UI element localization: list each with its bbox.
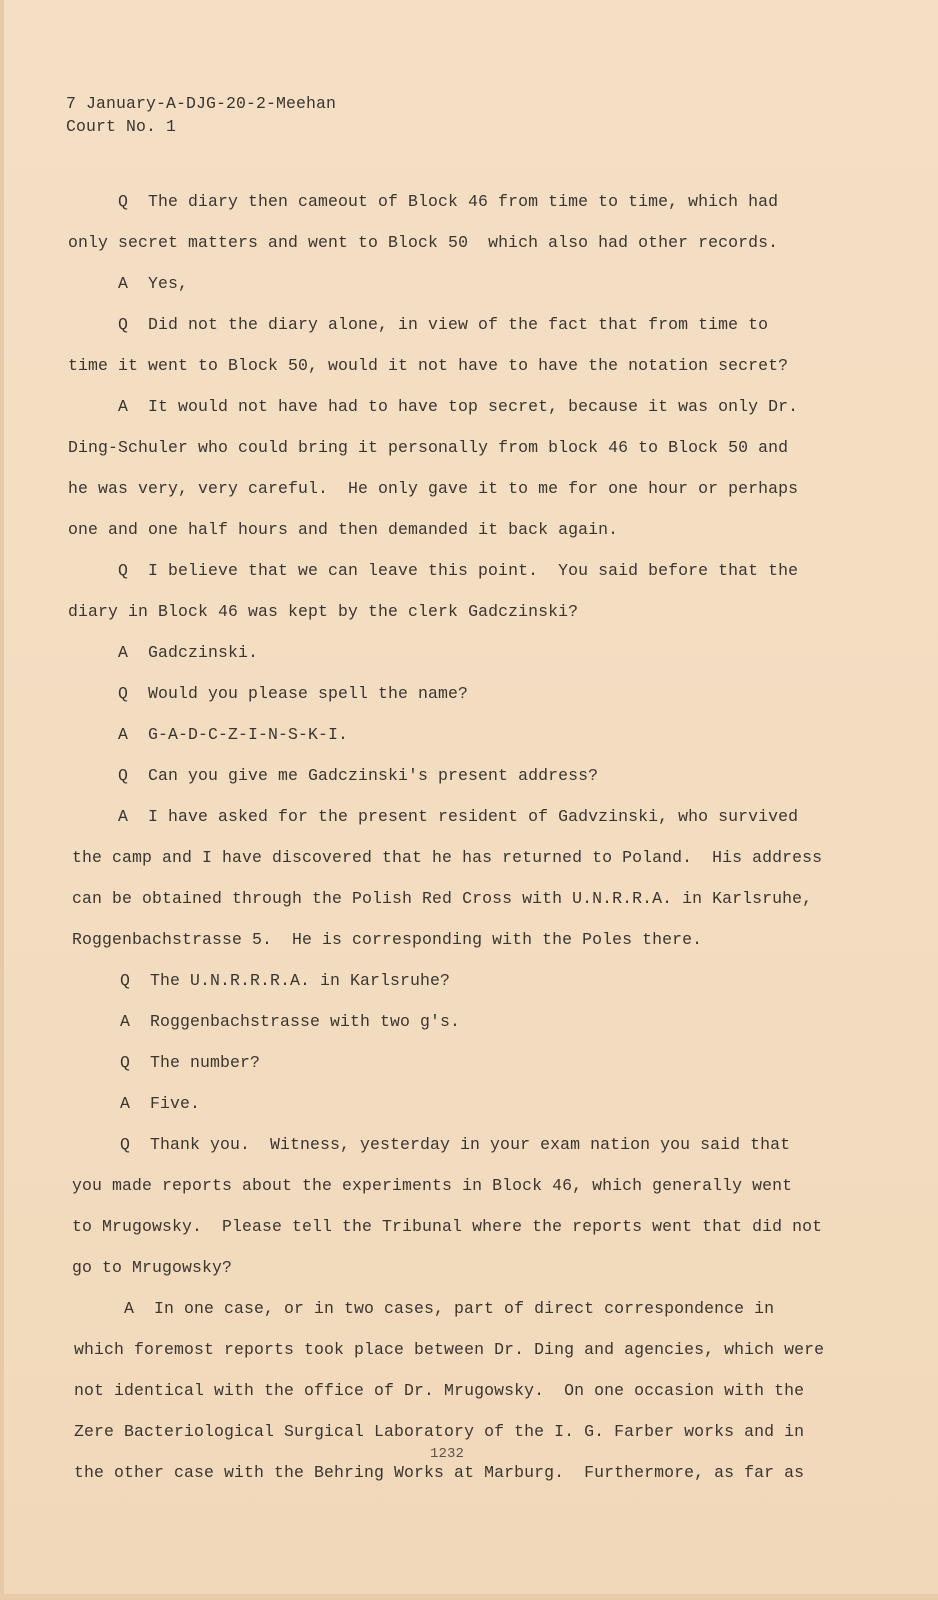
transcript-line: Q The diary then cameout of Block 46 from time to time, which had	[118, 192, 779, 211]
transcript-line: you made reports about the experiments in Block 46, which generally went	[72, 1176, 793, 1195]
transcript-line: only secret matters and went to Block 50 which also had other records.	[68, 233, 779, 252]
transcript-line: Roggenbachstrasse 5. He is corresponding with the Poles there.	[72, 930, 703, 949]
transcript-line: Q Thank you. Witness, yesterday in your exam nation you said that	[120, 1135, 791, 1154]
page-edge-left	[0, 0, 4, 1600]
transcript-line: diary in Block 46 was kept by the clerk Gadczinski?	[68, 602, 579, 621]
transcript-line: A In one case, or in two cases, part of direct correspondence in	[124, 1299, 775, 1318]
page-number: 1232	[430, 1446, 465, 1462]
transcript-line: Q I believe that we can leave this point. You said before that the	[118, 561, 799, 580]
document-header	[66, 92, 336, 138]
page-edge-bottom	[0, 1594, 938, 1600]
transcript-line: A Roggenbachstrasse with two g's.	[120, 1012, 461, 1031]
transcript-line: Q The U.N.R.R.R.A. in Karlsruhe?	[120, 971, 451, 990]
header-reference-line: 7 January-A-DJG-20-2-Meehan	[66, 94, 337, 113]
transcript-line: the other case with the Behring Works at Marburg. Furthermore, as far as	[74, 1463, 805, 1482]
transcript-line: to Mrugowsky. Please tell the Tribunal where the reports went that did not	[72, 1217, 823, 1236]
transcript-line: can be obtained through the Polish Red Cross with U.N.R.R.A. in Karlsruhe,	[72, 889, 813, 908]
transcript-line: time it went to Block 50, would it not have to have the notation secret?	[68, 356, 789, 375]
transcript-line: A It would not have had to have top secret, because it was only Dr.	[118, 397, 799, 416]
transcript-line: Q The number?	[120, 1053, 261, 1072]
transcript-line: not identical with the office of Dr. Mrugowsky. On one occasion with the	[74, 1381, 805, 1400]
transcript-line: one and one half hours and then demanded it back again.	[68, 520, 619, 539]
transcript-line: go to Mrugowsky?	[72, 1258, 233, 1277]
transcript-line: Zere Bacteriological Surgical Laboratory of the I. G. Farber works and in	[74, 1422, 805, 1441]
transcript-line: the camp and I have discovered that he has returned to Poland. His address	[72, 848, 823, 867]
transcript-line: he was very, very careful. He only gave it to me for one hour or perhaps	[68, 479, 799, 498]
transcript-line: Q Would you please spell the name?	[118, 684, 469, 703]
transcript-line: A Five.	[120, 1094, 201, 1113]
transcript-line: A Gadczinski.	[118, 643, 259, 662]
transcript-line: A I have asked for the present resident of Gadvzinski, who survived	[118, 807, 799, 826]
transcript-line: which foremost reports took place between Dr. Ding and agencies, which were	[74, 1340, 825, 1359]
transcript-line: Q Did not the diary alone, in view of the fact that from time to	[118, 315, 769, 334]
transcript-line: A Yes,	[118, 274, 189, 293]
transcript-line: Q Can you give me Gadczinski's present address?	[118, 766, 599, 785]
header-court-line: Court No. 1	[66, 117, 177, 136]
transcript-line: A G-A-D-C-Z-I-N-S-K-I.	[118, 725, 349, 744]
transcript-line: Ding-Schuler who could bring it personally from block 46 to Block 50 and	[68, 438, 789, 457]
